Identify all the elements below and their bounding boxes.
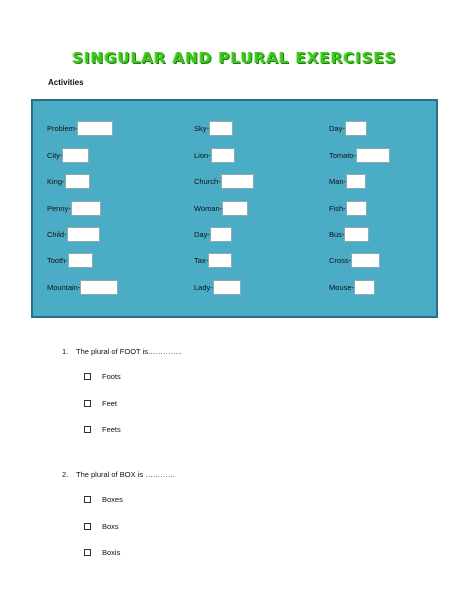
word-label: Problem- <box>47 123 78 133</box>
option-label: Feet <box>102 398 118 408</box>
grid-cell <box>47 171 90 191</box>
option-label: Boxis <box>102 548 121 557</box>
answer-box[interactable] <box>346 201 367 216</box>
grid-cell <box>194 171 254 191</box>
word-label: Woman- <box>194 203 223 213</box>
word-label: Mountain- <box>47 282 81 292</box>
grid-cell <box>47 198 101 218</box>
grid-row <box>33 118 436 138</box>
answer-box[interactable] <box>211 148 235 163</box>
grid-row <box>33 224 436 244</box>
answer-option[interactable] <box>84 495 123 504</box>
answer-box[interactable] <box>77 121 113 136</box>
grid-cell <box>194 145 235 165</box>
grid-cell <box>194 277 241 297</box>
answer-box[interactable] <box>351 253 380 268</box>
answer-box[interactable] <box>208 253 232 268</box>
grid-cell <box>194 250 232 270</box>
answer-box[interactable] <box>209 121 233 136</box>
grid-cell <box>329 198 367 218</box>
answer-box[interactable] <box>68 253 93 268</box>
answer-option[interactable] <box>84 372 121 381</box>
grid-cell <box>47 118 113 138</box>
grid-row <box>33 277 436 297</box>
answer-box[interactable] <box>213 280 241 295</box>
answer-box[interactable] <box>345 121 367 136</box>
grid-row <box>33 145 436 165</box>
option-label: Boxs <box>102 521 119 531</box>
answer-box[interactable] <box>67 227 100 242</box>
question-text <box>62 470 175 479</box>
answer-box[interactable] <box>62 148 89 163</box>
grid-cell <box>329 118 367 138</box>
page-title: SINGULAR AND PLURAL EXERCISES <box>72 49 397 67</box>
answer-box[interactable] <box>65 174 90 189</box>
answer-box[interactable] <box>222 201 248 216</box>
word-label: Sky- <box>194 123 209 133</box>
grid-cell <box>329 224 369 244</box>
grid-cell <box>329 250 380 270</box>
grid-cell <box>47 277 118 297</box>
grid-cell <box>194 224 232 244</box>
answer-box[interactable] <box>346 174 366 189</box>
question-number: 1. <box>62 347 69 356</box>
word-label: Bus- <box>329 229 345 239</box>
checkbox-icon[interactable] <box>84 426 91 433</box>
answer-box[interactable] <box>344 227 369 242</box>
answer-box[interactable] <box>356 148 390 163</box>
word-label: Tomato- <box>329 150 357 160</box>
checkbox-icon[interactable] <box>84 523 91 530</box>
exercise-panel <box>31 99 438 318</box>
option-label: Boxes <box>102 495 123 504</box>
grid-cell <box>194 198 248 218</box>
grid-row <box>33 171 436 191</box>
grid-cell <box>47 250 93 270</box>
question-prompt: The plural of FOOT is………….. <box>76 347 183 356</box>
answer-option[interactable] <box>84 522 119 531</box>
grid-cell <box>47 145 89 165</box>
option-label: Feets <box>102 425 121 434</box>
activities-label: Activities <box>48 78 84 87</box>
option-label: Foots <box>102 372 121 381</box>
question-prompt: The plural of BOX is ………… <box>76 470 176 479</box>
word-label: Church- <box>194 176 221 186</box>
answer-box[interactable] <box>71 201 101 216</box>
grid-row <box>33 250 436 270</box>
word-label: Day- <box>194 229 210 239</box>
word-label: Tax- <box>194 255 209 265</box>
answer-option[interactable] <box>84 399 117 408</box>
word-label: Child- <box>47 229 67 239</box>
word-label: Day- <box>329 123 345 133</box>
word-label: City- <box>47 150 63 160</box>
checkbox-icon[interactable] <box>84 549 91 556</box>
word-label: Lion- <box>194 150 211 160</box>
answer-box[interactable] <box>354 280 375 295</box>
checkbox-icon[interactable] <box>84 496 91 503</box>
answer-option[interactable] <box>84 548 120 557</box>
grid-cell <box>329 277 375 297</box>
word-label: Cross- <box>329 255 352 265</box>
answer-box[interactable] <box>210 227 232 242</box>
word-label: Mouse- <box>329 282 355 292</box>
grid-cell <box>329 171 366 191</box>
checkbox-icon[interactable] <box>84 373 91 380</box>
question-text <box>62 347 182 356</box>
grid-cell <box>329 145 390 165</box>
grid-cell <box>47 224 100 244</box>
word-label: Man- <box>329 176 347 186</box>
word-label: King- <box>47 176 65 186</box>
word-label: Lady- <box>194 282 213 292</box>
grid-row <box>33 198 436 218</box>
word-label: Tooth- <box>47 255 68 265</box>
word-label: Penny- <box>47 203 71 213</box>
word-label: Fish- <box>329 203 346 213</box>
grid-cell <box>194 118 233 138</box>
question-number: 2. <box>62 470 69 479</box>
answer-box[interactable] <box>221 174 254 189</box>
answer-box[interactable] <box>80 280 118 295</box>
answer-option[interactable] <box>84 425 121 434</box>
checkbox-icon[interactable] <box>84 400 91 407</box>
